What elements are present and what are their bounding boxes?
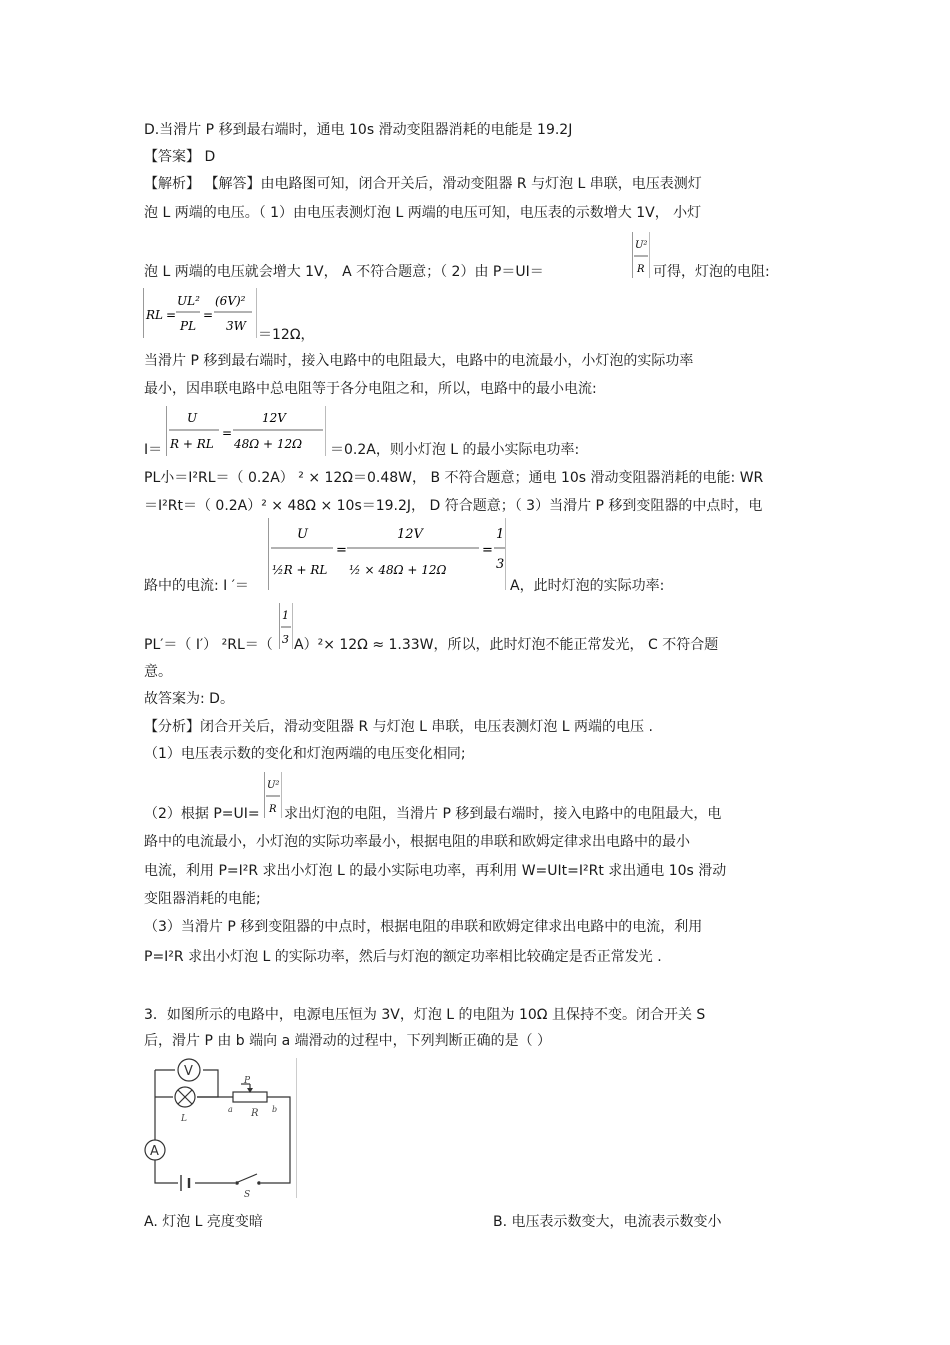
final-answer: 故答案为: D。 [144,691,234,707]
analysis-line-2: 泡 L 两端的电压。（ 1）由电压表测灯泡 L 两端的电压可知，电压表的示数增大 1V， 小灯 [144,205,702,221]
formula-min-current [166,406,326,456]
formula-den: 3 [496,557,505,572]
summary-line-4: 路中的电流最小，小灯泡的实际功率最小，根据电阻的串联和欧姆定律求出电路中的最小 [144,834,690,850]
formula-den: R [637,264,645,275]
formula-num: U² [635,240,648,251]
formula-num: U [297,527,308,542]
formula-den: ½R + RL [272,563,328,577]
mid-current-result: A，此时灯泡的实际功率: [510,578,665,594]
slider-label: P [244,1076,251,1086]
question-3-line-2: 后，滑片 P 由 b 端向 a 端滑动的过程中，下列判断正确的是（ ） [144,1033,552,1049]
formula-lhs: RL [146,308,164,322]
summary-line-2: （1）电压表示数的变化和灯泡两端的电压变化相同; [144,746,466,762]
summary-line-3b: 求出灯泡的电阻，当滑片 P 移到最右端时，接入电路中的电阻最大，电 [284,806,722,822]
formula-u2-over-r-2 [264,772,282,818]
rheostat-label: R [251,1108,259,1119]
formula-den: ½ × 48Ω + 12Ω [349,563,447,577]
summary-line-6: 变阻器消耗的电能; [144,891,261,907]
formula-num: UL² [177,294,200,308]
lamp-label: L [181,1114,187,1124]
resistance-result: ＝12Ω， [258,327,315,343]
summary-line-3a: （2）根据 P=UI= [144,806,260,822]
end-b-label: b [272,1105,278,1114]
svg-text:=: = [222,426,233,440]
question-3-line-1: 3．如图所示的电路中，电源电压恒为 3V，灯泡 L 的电阻为 10Ω 且保持不变。闭合开关 S [144,1007,706,1023]
formula-mid-current [268,518,506,590]
formula-num: U [187,411,198,425]
formula-den: 3W [226,319,246,333]
switch-label: S [244,1190,251,1198]
analysis-line-3b: 可得，灯泡的电阻: [653,264,770,280]
option-a: A. 灯泡 L 亮度变暗 [144,1214,263,1230]
circuit-diagram [143,1058,297,1198]
option-d: D.当滑片 P 移到最右端时，通电 10s 滑动变阻器消耗的电能是 19.2J [144,122,573,138]
formula-one-third [279,603,293,649]
current-result: ＝0.2A，则小灯泡 L 的最小实际电功率: [330,442,580,458]
summary-line-7: （3）当滑片 P 移到变阻器的中点时，根据电阻的串联和欧姆定律求出电路中的电流，利用 [144,919,703,935]
analysis-line-4: 当滑片 P 移到最右端时，接入电路中的电阻最大，电路中的电流最小，小灯泡的实际功率 [144,353,694,369]
formula-den: R [269,804,277,815]
ammeter-label: A [150,1144,159,1159]
analysis-line-9: 意。 [144,664,172,680]
formula-den: R + RL [170,437,214,451]
actual-power-lhs: PL′＝（ I′） ²RL＝（ [144,637,273,653]
formula-num: 1 [282,609,289,622]
formula-den: 48Ω + 12Ω [234,437,303,451]
actual-power-rest: A）²× 12Ω ≈ 1.33W，所以，此时灯泡不能正常发光， C 不符合题 [294,637,719,653]
formula-u2-over-r [632,232,650,278]
mid-current-lhs: 路中的电流: I ′＝ [144,578,249,594]
svg-text:=: = [203,308,214,322]
svg-text:=: = [482,543,493,558]
formula-num: 1 [496,527,505,542]
formula-num: 12V [397,527,423,542]
formula-num: 12V [262,411,286,425]
voltmeter-label: V [184,1064,193,1079]
analysis-line-5: 最小，因串联电路中总电阻等于各分电阻之和，所以，电路中的最小电流: [144,381,597,397]
answer-line: 【答案】 D [144,149,216,165]
summary-line-8: P=I²R 求出小灯泡 L 的实际功率，然后与灯泡的额定功率相比较确定是否正常发光 . [144,949,662,965]
svg-text:=: = [336,543,347,558]
formula-lamp-resistance [143,288,257,338]
svg-text:=: = [166,308,177,322]
formula-num: (6V)² [215,294,246,308]
analysis-line-7: ＝I²Rt＝（ 0.2A）² × 48Ω × 10s＝19.2J， D 符合题意；（ 3）当滑片 P 移到变阻器的中点时，电 [144,498,763,514]
analysis-line-1: 【解析】 【解答】由电路图可知，闭合开关后，滑动变阻器 R 与灯泡 L 串联，电压表测灯 [144,176,702,192]
formula-den: 3 [282,633,289,646]
analysis-line-3a: 泡 L 两端的电压就会增大 1V， A 不符合题意；（ 2）由 P＝UI＝ [144,264,544,280]
formula-num: U² [267,780,280,791]
summary-line-1: 【分析】闭合开关后，滑动变阻器 R 与灯泡 L 串联，电压表测灯泡 L 两端的电压 . [144,719,653,735]
summary-line-5: 电流，利用 P=I²R 求出小灯泡 L 的最小实际电功率，再利用 W=UIt=I²Rt 求出通电 10s 滑动 [144,863,727,879]
current-eq-lhs: I＝ [144,442,163,458]
end-a-label: a [228,1105,233,1114]
analysis-line-6: PL小＝I²RL＝（ 0.2A） ² × 12Ω＝0.48W， B 不符合题意；通电 10s 滑动变阻器消耗的电能: WR [144,470,764,486]
rheostat-icon [233,1092,267,1102]
formula-den: PL [180,319,197,333]
option-b: B. 电压表示数变大，电流表示数变小 [493,1214,722,1230]
